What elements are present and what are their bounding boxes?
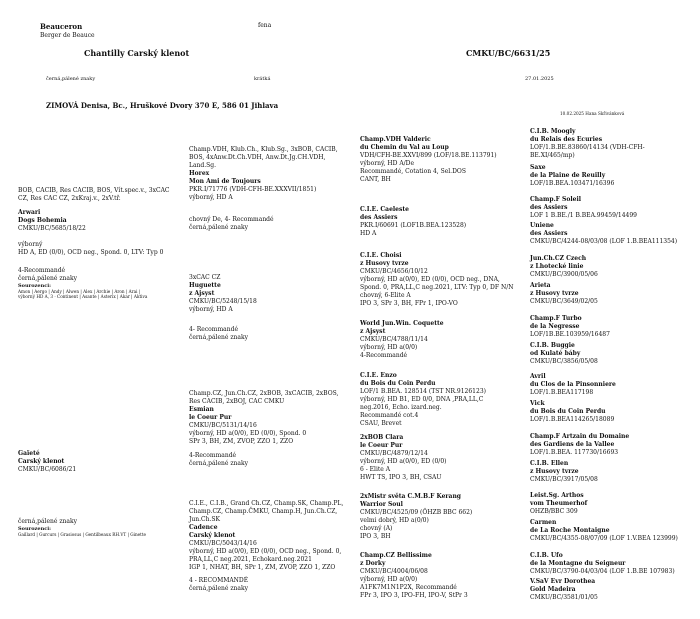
mm-titles1: C.I.E., C.I.B., Grand Ch.CZ, Champ.SK, Champ.PL, <box>189 500 344 507</box>
date: 27.01.2025 <box>525 76 554 82</box>
ancestor-detail: IPO 3, BH <box>360 533 391 540</box>
ancestor-title-name: Jun.Ch.CZ Czech <box>530 255 587 262</box>
ancestor-kennel: le Coeur Pur <box>360 442 403 449</box>
gen4-ancestor <box>530 492 587 516</box>
ancestor-kennel: du Relais des Ecuries <box>530 136 603 143</box>
ancestor-detail: CMKU/BC/3649/02/05 <box>530 298 598 305</box>
mother-kennel: Carský klenot <box>18 458 65 465</box>
father-siblings-label: Sourozenci: <box>18 283 51 289</box>
ancestor-detail: BE.XI/465/mp) <box>530 152 575 159</box>
gen4-ancestor <box>530 433 629 457</box>
stamp: 10.02.2025 Hana Skřivánková <box>560 111 625 116</box>
ancestor-detail: Spond. 0, PRA,LL,C neg.2021, LTV: Typ 0, DF N/N <box>360 284 514 291</box>
ancestor-detail: CMKU/BC/4788/11/14 <box>360 336 428 343</box>
ancestor-detail: 4-Recommandé <box>360 352 408 359</box>
mm-name: Cadence <box>189 524 218 531</box>
mm-reg: CMKU/BC/5043/14/16 <box>189 540 257 547</box>
gen3-ancestor <box>360 493 472 541</box>
ancestor-kennel: z Dorky <box>360 560 386 567</box>
ancestor-detail: CMKU/BC/3900/05/06 <box>530 271 598 278</box>
ancestor-kennel: od Kulaté báby <box>530 350 581 357</box>
ancestor-title-name: Champ.F Artzain du Domaine <box>530 433 630 440</box>
father-siblings1: Amon | Aergo | Andy | Alwen | Alex | Archie | Aron | Arai | <box>18 289 141 294</box>
gen3-ancestor <box>360 552 468 600</box>
mf-color: černá,pálené znaky <box>189 460 248 467</box>
fm-reg: CMKU/BC/5248/15/18 <box>189 298 257 305</box>
ancestor-kennel: du Bois du Coin Perdu <box>530 408 606 415</box>
father-siblings2: výborný HD A, 3 · Continent | Asante | Asterix | Akar | Aktiva <box>18 294 148 299</box>
ancestor-detail: CMKU/BC/4355-08/07/09 (LOF 1.V.BEA 123999) <box>530 535 678 542</box>
ancestor-title-name: Vick <box>530 400 545 407</box>
gen3-ancestor <box>360 320 444 360</box>
color: černá,pálené znaky <box>46 76 96 82</box>
mf-health1: výborný, HD a(0/0), ED (0/0), Spond. 0 <box>189 430 307 437</box>
father-block <box>18 187 178 299</box>
fm-pre1: chovný De, 4- Recommandé <box>189 216 274 223</box>
ancestor-detail: FPr 3, IPO 3, IPO-FH, IPO-V, StPr 3 <box>360 592 468 599</box>
mother-siblings1: Gaillard | Gurcurs | Grasiosus | Gentilbeaux RH.VT | Ginette <box>18 532 146 537</box>
ancestor-title-name: Leist.Sg. Arthos <box>530 492 584 499</box>
fm-titles: 3xCAC CZ <box>189 274 221 281</box>
ancestor-kennel: z Husovy tvrze <box>360 260 409 267</box>
father-color: černá,pálené znaky <box>18 275 77 282</box>
mm-titles2: Champ.CZ, Champ.ČMKU, Champ.H, Jun.Ch.CZ, <box>189 508 338 515</box>
ancestor-title-name: Champ.F Soleil <box>530 196 581 203</box>
ancestor-kennel: de La Roche Montaigne <box>530 527 610 534</box>
ancestor-kennel: z Ajsyst <box>360 328 386 335</box>
ancestor-kennel: Warrior Soul <box>360 501 403 508</box>
ancestor-title-name: V.SaV Evr Dorothea <box>530 578 596 585</box>
fm-rec: 4- Recommandé <box>189 326 239 333</box>
mm-block <box>189 500 343 593</box>
ancestor-detail: VDH/CFH-BE.XXVI/899 (LOF/18.BE.113791) <box>360 152 497 159</box>
ancestor-kennel: des Assiers <box>530 204 568 211</box>
ancestor-detail: CMKU/BC/3581/01/05 <box>530 594 598 601</box>
gen4-ancestor <box>530 373 616 397</box>
ancestor-detail: CMKU/BC/3856/05/08 <box>530 358 598 365</box>
gen4-ancestor <box>530 164 614 188</box>
ancestor-detail: CANT, BH <box>360 176 391 183</box>
ancestor-detail: HD A <box>360 230 377 237</box>
ancestor-detail: CMKU/BC/4525/09 (ÖHZB BBC 662) <box>360 509 473 516</box>
ancestor-detail: chovný, 6-Elite A <box>360 292 411 299</box>
ancestor-kennel: des Assiers <box>360 214 398 221</box>
mother-reg: CMKU/BC/6086/21 <box>18 466 77 473</box>
gen4-ancestor <box>530 578 598 602</box>
mf-name: Esmian <box>189 406 214 413</box>
gen3-ancestor <box>360 372 486 428</box>
gen3-ancestor <box>360 252 513 308</box>
mf-kennel: le Coeur Pur <box>189 414 232 421</box>
ancestor-kennel: z Lhotecké linie <box>530 263 584 270</box>
ancestor-detail: výborný, HD a(0/0) <box>360 344 418 351</box>
gen4-ancestor <box>530 255 598 279</box>
ancestor-title-name: Avril <box>530 373 546 380</box>
ff-health: výborný, HD A <box>189 194 233 201</box>
ancestor-kennel: de la Montagne du Seigneur <box>530 560 626 567</box>
gen4-ancestor <box>530 196 637 220</box>
ancestor-kennel: de la Plaine de Reuilly <box>530 172 606 179</box>
ancestor-kennel: des Assiers <box>530 230 568 237</box>
ancestor-kennel: du Bois du Coin Perdu <box>360 380 436 387</box>
gen4-ancestor <box>530 222 677 246</box>
mm-health3: IGP 1, NHAT, BH, SPr 1, ZM, ZVOP, ZZO 1, ZZO <box>189 564 336 571</box>
gen4-ancestor <box>530 552 675 576</box>
ff-reg: PKR.I/71776 (VDH-CFH-BE.XXXVII/1851) <box>189 186 317 193</box>
fm-name: Huguette <box>189 282 221 289</box>
gen3-ancestor <box>360 434 447 482</box>
gen3-ancestor <box>360 206 466 238</box>
mm-color: černá,pálené znaky <box>189 585 248 592</box>
gen4-ancestor <box>530 519 678 543</box>
ancestor-kennel: des Gardiens de la Vallee <box>530 441 615 448</box>
ancestor-detail: výborný, HD A/De <box>360 160 415 167</box>
ancestor-detail: výborný, HD a(0/0) <box>360 576 418 583</box>
ancestor-detail: CMKU/BC/3917/05/08 <box>530 476 598 483</box>
ancestor-detail: 6 - Elite A <box>360 466 391 473</box>
ancestor-detail: LOF/1.B.BEA117198 <box>530 389 594 396</box>
mm-health1: výborný, HD a(0/0), ED (0/0), OCD neg., Spond. 0, <box>189 548 342 555</box>
fm-kennel: z Ajsyst <box>189 290 215 297</box>
ancestor-kennel: de la Negresse <box>530 323 580 330</box>
ancestor-detail: A1FK7M1N1P2X, Recommandé <box>360 584 457 591</box>
ancestor-detail: CMKU/BC/4879/12/14 <box>360 450 428 457</box>
ff-kennel: Mon Ami de Toujours <box>189 178 261 185</box>
ancestor-title-name: Champ.F Turbo <box>530 315 582 322</box>
father-kennel: Dogs Bohemia <box>18 217 67 224</box>
mf-reg: CMKU/BC/5131/14/16 <box>189 422 257 429</box>
ancestor-detail: LOF 1 B.BE./1 B.BEA.99459/14499 <box>530 212 637 219</box>
ff-titles1: Champ.VDH, Klub.Ch., Klub.Sg., 3xBOB, CACIB, <box>189 146 338 153</box>
fm-pre <box>189 216 274 232</box>
mother-color: černá,pálené znaky <box>18 518 77 525</box>
ancestor-title-name: World Jun.Win. Coquette <box>360 320 444 327</box>
ancestor-kennel: vom Theumerhof <box>530 500 588 507</box>
father-health1: výborný <box>18 241 43 248</box>
mf-rec: 4-Recommandé <box>189 452 237 459</box>
mm-health2: PRA,LL,C neg.2021, Echokard.neg.2021 <box>189 556 312 563</box>
mother-extra <box>18 518 146 537</box>
mother-siblings-label: Sourozenci: <box>18 526 51 532</box>
ancestor-detail: velmi dobrý, HD a(0/0) <box>360 517 429 524</box>
ancestor-detail: chovný (A) <box>360 525 393 532</box>
ancestor-title-name: Champ.VDH Valderic <box>360 136 431 143</box>
ff-titles3: Land.Sg. <box>189 162 217 169</box>
gen4-ancestor <box>530 315 610 339</box>
gen3-ancestor <box>360 136 497 184</box>
gen4-ancestor <box>530 128 645 160</box>
ancestor-detail: výborný, HD B1, ED 0/0, DNA ,PRA,LL,C <box>360 396 484 403</box>
father-reg: CMKU/BC/5685/18/22 <box>18 225 86 232</box>
coat: krátká <box>254 76 271 82</box>
ancestor-detail: Recommandé, Cotation 4, Sel.DOS <box>360 168 466 175</box>
ancestor-detail: CMKU/BC/4656/10/12 <box>360 268 428 275</box>
owner: ZIMOVÁ Denisa, Bc., Hruškové Dvory 370 E, 586 01 Jihlava <box>46 101 279 110</box>
mother-name: Gaïeté <box>18 450 40 457</box>
mf-titles1: Champ.CZ, Jun.Ch.CZ, 2xBOB, 3xCACIB, 2xBOS, <box>189 390 339 397</box>
gen4-ancestor <box>530 342 598 366</box>
fm-health: výborný, HD A <box>189 306 233 313</box>
mm-rec: 4 - RECOMMANDÉ <box>189 577 249 584</box>
ancestor-title-name: 2xMistr světa C.M.B.F Kerang <box>360 493 462 500</box>
mm-kennel: Carský klenot <box>189 532 236 539</box>
father-rec: 4-Recommandé <box>18 267 66 274</box>
ancestor-detail: CMKU/BC/3790-04/03/04 (LOF 1.B.BE 107983) <box>530 568 675 575</box>
ancestor-detail: CSAU, Brevet <box>360 420 402 427</box>
reg-number: CMKU/BC/6631/25 <box>466 48 551 58</box>
fm-pre2: černá,pálené znaky <box>189 224 248 231</box>
ff-name: Horex <box>189 170 210 177</box>
ancestor-title-name: Carmen <box>530 519 557 526</box>
gen4-ancestor <box>530 400 614 424</box>
mf-health2: SPr 3, BH, ZM, ZVOP, ZZO 1, ZZO <box>189 438 294 445</box>
gen4-ancestor <box>530 460 598 484</box>
ancestor-detail: CMKU/BC/4004/06/08 <box>360 568 428 575</box>
mm-titles3: Jun.Ch.SK <box>189 516 220 523</box>
ancestor-detail: OHZB/BBC 309 <box>530 508 578 515</box>
fm-block <box>189 274 257 342</box>
father-titles: BOB, CACIB, Res CACIB, BOS, Vít.spec.v., 3xCAC CZ, Res CAC CZ, 2xKraj.v., 2xV.tř. <box>18 187 170 202</box>
ancestor-detail: neg.2016, Echo. izard.neg. <box>360 404 442 411</box>
mother-block <box>18 450 76 474</box>
ancestor-kennel: du Chemin du Val au Loup <box>360 144 449 151</box>
ancestor-detail: LOF/1.B.BEA. 117730/16693 <box>530 449 619 456</box>
ancestor-title-name: C.I.E. Caeleste <box>360 206 409 213</box>
ancestor-detail: HWT TS, IPO 3, BH, CSAU <box>360 474 442 481</box>
ancestor-title-name: C.I.B. Buggie <box>530 342 575 349</box>
ancestor-title-name: C.I.E. Choisi <box>360 252 402 259</box>
ancestor-detail: LOF/1.B.BE.83860/14134 (VDH-CFH- <box>530 144 645 151</box>
ancestor-kennel: du Clos de la Pinsonniere <box>530 381 616 388</box>
breed-alt: Berger de Beauce <box>40 32 95 39</box>
fm-color: černá,pálené znaky <box>189 334 248 341</box>
ancestor-title-name: C.I.B. Moogly <box>530 128 576 135</box>
ancestor-detail: Recommandé cot.4 <box>360 412 419 419</box>
ancestor-detail: LOF/1B.BEA.103471/16396 <box>530 180 615 187</box>
ancestor-detail: LOF/1.B.BEA114265/18089 <box>530 416 615 423</box>
ancestor-title-name: Saxe <box>530 164 546 171</box>
ancestor-title-name: C.I.E. Enzo <box>360 372 397 379</box>
ancestor-title-name: 2xBOB Clara <box>360 434 404 441</box>
ancestor-kennel: z Husovy tvrze <box>530 468 579 475</box>
father-health2: HD A, ED (0/0), OCD neg., Spond. 0, LTV: Typ 0 <box>18 249 164 256</box>
mf-titles2: Res CACIB, 2xBOJ, CAC CMKU <box>189 398 285 405</box>
ancestor-detail: LOF/1 B.BEA. 128514 (TST NR.9126123) <box>360 388 486 395</box>
ancestor-detail: výborný, HD a(0/0), ED (0/0), OCD neg., DNA, <box>360 276 500 283</box>
ff-block <box>189 146 338 202</box>
ancestor-kennel: Gold Madeira <box>530 586 576 593</box>
ancestor-title-name: C.I.B. Ellen <box>530 460 569 467</box>
mf-block <box>189 390 338 468</box>
ancestor-title-name: Arieta <box>530 282 551 289</box>
ancestor-detail: CMKU/BC/4244-08/03/08 (LOF 1.B.BEA111354) <box>530 238 678 245</box>
father-name: Arwari <box>18 209 41 216</box>
ancestor-title-name: Champ.CZ Bellissime <box>360 552 432 559</box>
gen4-ancestor <box>530 282 598 306</box>
ancestor-detail: IPO 3, SPr 3, BH, FPr 1, IPO-VO <box>360 300 458 307</box>
sex: fena <box>258 22 272 29</box>
ancestor-title-name: C.I.B. Ufo <box>530 552 563 559</box>
ff-titles2: BOS, 4xAnw.Dt.Ch.VDH, Anw.Dt.Jg.CH.VDH, <box>189 154 326 161</box>
dog-name: Chantilly Carský klenot <box>84 48 190 58</box>
ancestor-detail: LOF/1B.BE.103959/16487 <box>530 331 610 338</box>
ancestor-kennel: z Husovy tvrze <box>530 290 579 297</box>
ancestor-detail: PKR.I/60691 (LOF1B.BEA.123528) <box>360 222 467 229</box>
ancestor-title-name: Uniene <box>530 222 554 229</box>
breed: Beauceron <box>40 22 83 31</box>
ancestor-detail: výborný, HD a(0/0), ED (0/0) <box>360 458 447 465</box>
